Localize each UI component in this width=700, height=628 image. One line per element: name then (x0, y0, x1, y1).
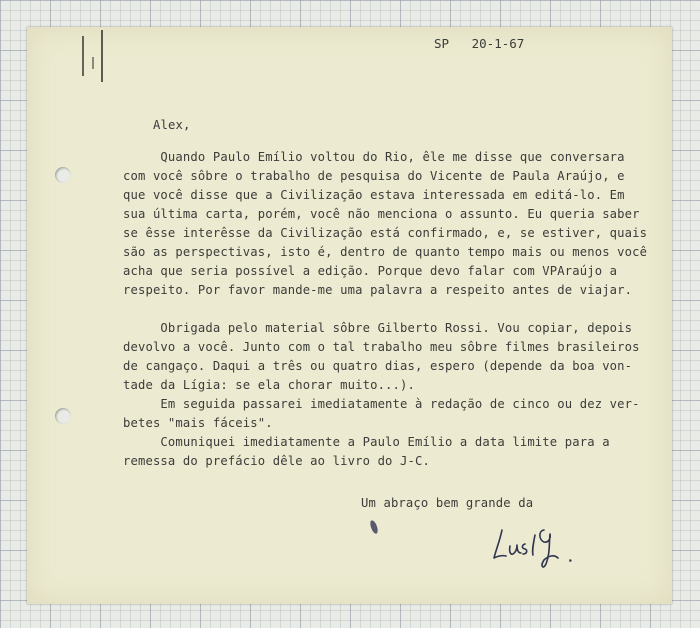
paragraph-line: de cangaço. Daqui a três ou quatro dias, espero (depende da boa von- (123, 359, 633, 373)
paragraph-line: se êsse interêsse da Civilização está confirmado, e, se estiver, quais (123, 226, 648, 240)
paragraph-line: respeito. Por favor mande-me uma palavra a respeito antes de viajar. (123, 283, 633, 297)
paragraph-line: sua última carta, porém, você não menciona o assunto. Eu queria saber (123, 207, 640, 221)
paragraph-line: acha que seria possível a edição. Porque devo falar com VPAraújo a (123, 264, 618, 278)
ink-mark (92, 57, 94, 69)
paragraph-line: Em seguida passarei imediatamente à redação de cinco ou dez ver- (123, 397, 640, 411)
paragraph-line: com você sôbre o trabalho de pesquisa do Vicente de Paula Araújo, e (123, 169, 625, 183)
ink-mark (82, 36, 84, 76)
paragraph-line: remessa do prefácio dêle ao livro do J-C. (123, 454, 430, 468)
paragraph-line: devolvo a você. Junto com o tal trabalho meu sôbre filmes brasileiros (123, 340, 640, 354)
paragraph-line: são as perspectivas, isto é, dentro de quanto tempo mais ou menos você (123, 245, 648, 259)
letter-date: SP 20-1-67 (434, 36, 525, 51)
handwritten-signature (488, 518, 598, 573)
paragraph-line: que você disse que a Civilização estava interessada em editá-lo. Em (123, 188, 625, 202)
closing: Um abraço bem grande da (361, 496, 534, 510)
paragraph-line: Obrigada pelo material sôbre Gilberto Rossi. Vou copiar, depois (123, 321, 633, 335)
salutation: Alex, (153, 118, 191, 132)
paragraph-line: Quando Paulo Emílio voltou do Rio, êle me disse que conversara (123, 150, 625, 164)
paragraph-line: Comuniquei imediatamente a Paulo Emílio a data limite para a (123, 435, 610, 449)
paragraph-line: tade da Lígia: se ela chorar muito...). (123, 378, 416, 392)
paragraph-line: betes "mais fáceis". (123, 416, 273, 430)
punch-hole-bottom (55, 408, 71, 424)
punch-hole-top (55, 167, 71, 183)
ink-mark (101, 30, 103, 82)
